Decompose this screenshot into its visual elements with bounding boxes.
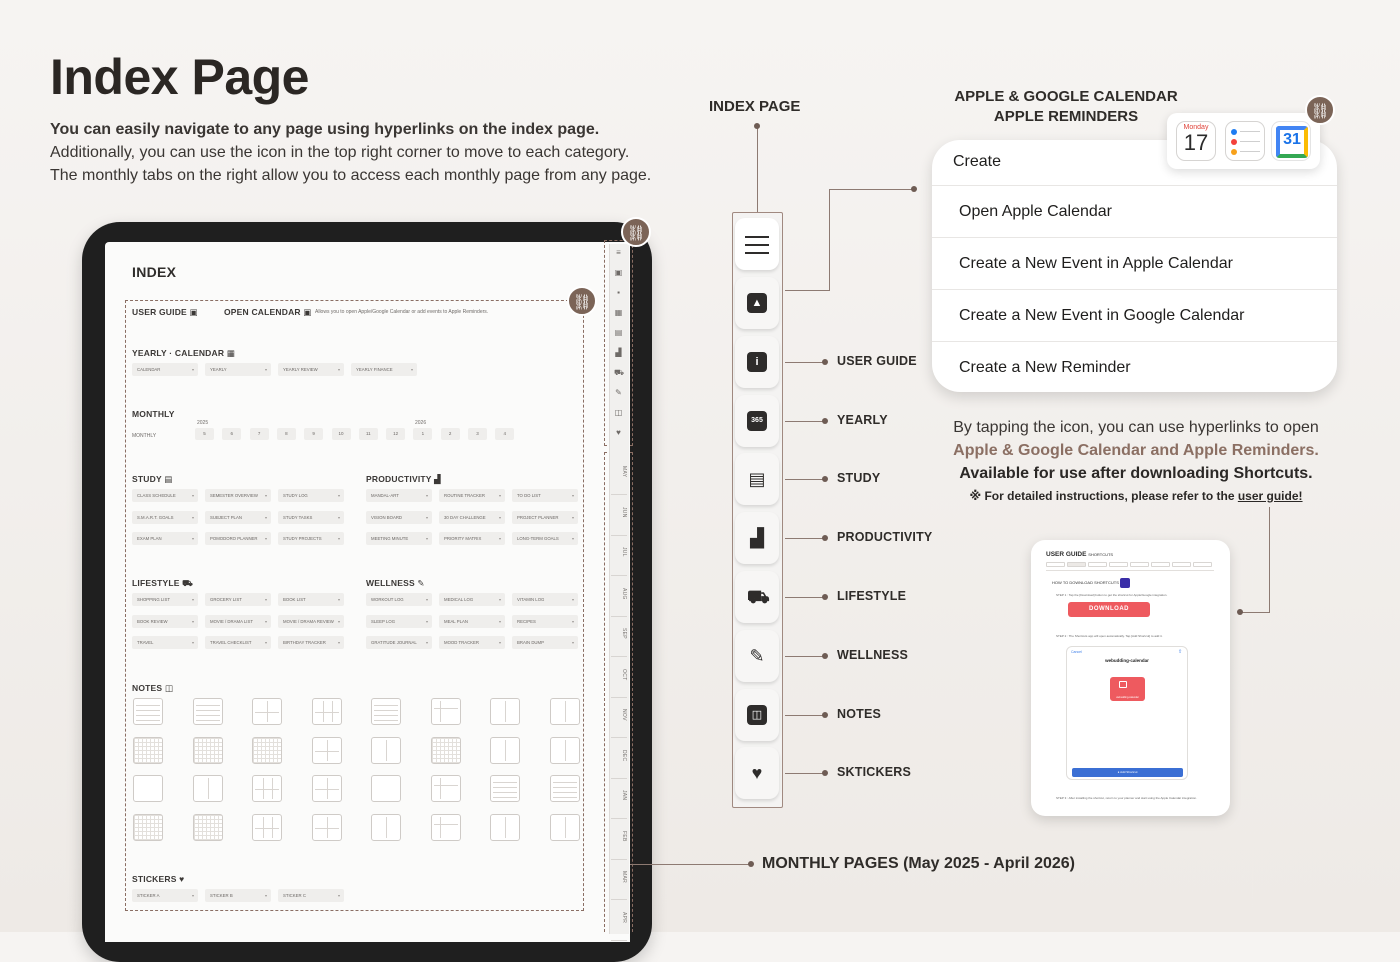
connector-dot — [748, 861, 754, 867]
note-template[interactable] — [371, 737, 401, 764]
category-label: PRODUCTIVITY — [837, 530, 933, 545]
month-chip[interactable]: 6 — [222, 428, 241, 440]
productivity-icon[interactable]: ▟ — [615, 348, 622, 357]
productivity-chip[interactable]: PROJECT PLANNER ▾ — [512, 511, 578, 524]
connector-line — [785, 715, 825, 716]
guide-how-to: HOW TO DOWNLOAD SHORTCUTS — [1052, 578, 1130, 588]
note-template[interactable] — [490, 775, 520, 802]
connector-line — [1269, 507, 1270, 613]
note-template[interactable] — [371, 814, 401, 841]
connector-line — [785, 656, 825, 657]
note-template[interactable] — [133, 775, 163, 802]
lifestyle-chip[interactable]: BOOK LIST ▾ — [278, 593, 344, 606]
month-chip[interactable]: 7 — [250, 428, 269, 440]
connector-dot — [822, 418, 828, 424]
intro-line-2: Additionally, you can use the icon in the top right corner to move to each category. — [50, 144, 630, 161]
guide-step2: STEP 2 : The Shortcuts app will open automatically. Tap [Add Shortcut] to add it. — [1056, 634, 1163, 638]
note-template[interactable] — [133, 737, 163, 764]
month-tab[interactable]: SEP — [621, 628, 627, 639]
note-template[interactable] — [252, 698, 282, 725]
note-template[interactable] — [431, 737, 461, 764]
guide-step1: STEP 1 : Tap the [Download] button to get the shortcut for Apple/Google integration. — [1056, 593, 1168, 597]
month-tab[interactable]: NOV — [621, 709, 627, 721]
user-guide-link[interactable]: USER GUIDE ▣ — [132, 307, 198, 317]
month-tab[interactable]: MAY — [621, 466, 627, 478]
category-label: WELLNESS — [837, 647, 909, 662]
connector-dot — [822, 653, 828, 659]
note-template[interactable] — [312, 737, 342, 764]
productivity-chip[interactable]: MANDAL-ART ▾ — [366, 489, 432, 502]
connector-line — [1240, 612, 1270, 613]
connector-line — [829, 189, 830, 291]
connector-line — [785, 479, 825, 480]
productivity-chip[interactable]: LONG-TERM GOALS ▾ — [512, 532, 578, 545]
year-2026-label: 2026 — [415, 420, 427, 426]
month-chip[interactable]: 10 — [332, 428, 351, 440]
guide-cancel[interactable]: Cancel — [1071, 650, 1082, 654]
month-tab[interactable]: OCT — [621, 668, 627, 680]
user-guide-inline-link[interactable]: user guide! — [1237, 489, 1303, 503]
connector-dot — [822, 770, 828, 776]
productivity-chip[interactable]: ROUTINE TRACKER ▾ — [439, 489, 505, 502]
connector-line — [630, 864, 752, 865]
new-apple-event-item[interactable]: Create a New Event in Apple Calendar — [959, 255, 1233, 272]
productivity-chip[interactable]: MEETING MINUTE ▾ — [366, 532, 432, 545]
new-google-event-item[interactable]: Create a New Event in Google Calendar — [959, 307, 1245, 324]
category-label: SKTICKERS — [837, 765, 912, 780]
note-template[interactable] — [312, 698, 342, 725]
connector-line — [785, 290, 830, 291]
heart-icon: ♥ — [751, 763, 763, 784]
month-tab-divider — [611, 616, 627, 617]
connector-line — [757, 125, 758, 213]
note-template[interactable] — [193, 814, 223, 841]
detailed-instructions-note: ※ For detailed instructions, please refer to the user guide! — [969, 489, 1303, 503]
guide-phone-mock — [1066, 646, 1188, 780]
study-icon[interactable]: ▤ — [614, 328, 623, 337]
guide-share-icon[interactable]: ⇧ — [1178, 649, 1183, 655]
note-template[interactable] — [252, 814, 282, 841]
yearly-icon[interactable]: ▦ — [614, 308, 623, 317]
note-template[interactable] — [490, 698, 520, 725]
apple-calendar-day: Monday — [1183, 124, 1209, 131]
productivity-chip[interactable]: VISION BOARD ▾ — [366, 511, 432, 524]
info-icon: i — [747, 352, 767, 372]
category-label: YEARLY — [837, 412, 888, 427]
wellness-chip[interactable]: BRAIN DUMP ▾ — [512, 636, 578, 649]
note-template[interactable] — [550, 814, 580, 841]
productivity-chip[interactable]: 30 DAY CHALLENGE ▾ — [439, 511, 505, 524]
connector-dot — [911, 186, 917, 192]
index-screen-title: INDEX — [132, 264, 177, 280]
note-template[interactable] — [312, 814, 342, 841]
monthly-row-label: MONTHLY — [132, 433, 157, 439]
month-chip[interactable]: 4 — [495, 428, 514, 440]
month-tab-divider — [611, 494, 627, 495]
category-label: NOTES — [837, 706, 882, 721]
notes-section-label: NOTES ◫ — [132, 683, 174, 693]
wellness-chip[interactable]: SLEEP LOG ▾ — [366, 615, 432, 628]
study-icon: ▤ — [748, 469, 766, 490]
sticker-chip[interactable]: STICKER B ▾ — [205, 889, 271, 902]
pill-icon: ✎ — [749, 645, 765, 666]
hamburger-icon — [745, 236, 769, 238]
productivity-section-label: PRODUCTIVITY ▟ — [366, 474, 441, 484]
lifestyle-section-label: LIFESTYLE ⛟ — [132, 578, 194, 588]
menu-create-label: Create — [953, 153, 1002, 170]
connector-dot — [822, 476, 828, 482]
menu-divider — [932, 341, 1337, 342]
guide-tab[interactable] — [1193, 562, 1212, 567]
calendar-heading-line1: APPLE & GOOGLE CALENDAR — [954, 88, 1178, 105]
lifestyle-chip[interactable]: BIRTHDAY TRACKER ▾ — [278, 636, 344, 649]
month-tab-divider — [611, 778, 627, 779]
description-line3: Available for use after downloading Shortcuts. — [959, 465, 1313, 482]
note-template[interactable] — [490, 737, 520, 764]
calendar-icon[interactable]: ▣ — [614, 268, 623, 277]
wellness-chip[interactable]: MEDICAL LOG ▾ — [439, 593, 505, 606]
lifestyle-chip[interactable]: MOVIE / DRAMA LIST ▾ — [205, 615, 271, 628]
month-tab-divider — [611, 818, 627, 819]
lifestyle-chip[interactable]: SHOPPING LIST ▾ — [132, 593, 198, 606]
study-chip[interactable]: SUBJECT PLAN ▾ — [205, 511, 271, 524]
note-icon: ◫ — [747, 705, 767, 725]
yearly-chip[interactable]: YEARLY FINANCE ▾ — [351, 363, 417, 376]
note-template[interactable] — [431, 814, 461, 841]
apple-calendar-icon[interactable] — [1176, 121, 1216, 161]
open-calendar-link[interactable]: OPEN CALENDAR ▣ — [224, 307, 312, 317]
apple-reminders-icon[interactable] — [1225, 121, 1265, 161]
guide-add-shortcut-button[interactable]: ● Add Shortcut — [1072, 768, 1183, 777]
lifestyle-chip[interactable]: BOOK REVIEW ▾ — [132, 615, 198, 628]
guide-title: USER GUIDE SHORTCUTS — [1046, 551, 1114, 558]
month-chip[interactable]: 2 — [441, 428, 460, 440]
connector-line — [785, 773, 825, 774]
note-template[interactable] — [431, 698, 461, 725]
wellness-chip[interactable]: RECIPES ▾ — [512, 615, 578, 628]
apple-calendar-date: 17 — [1183, 130, 1209, 155]
note-template[interactable] — [133, 698, 163, 725]
note-template[interactable] — [371, 698, 401, 725]
productivity-chip[interactable]: TO DO LIST ▾ — [512, 489, 578, 502]
month-chip[interactable]: 3 — [468, 428, 487, 440]
connector-dot — [822, 359, 828, 365]
stickers-section-label: STICKERS ♥ — [132, 874, 185, 884]
yearly-chip[interactable]: YEARLY REVIEW ▾ — [278, 363, 344, 376]
intro-line-3: The monthly tabs on the right allow you to access each monthly page from any page. — [50, 167, 652, 184]
yearly-section-label: YEARLY · CALENDAR ▦ — [132, 348, 235, 358]
study-section-label: STUDY ▤ — [132, 474, 173, 484]
category-label: LIFESTYLE — [837, 589, 907, 603]
month-tab-divider — [611, 697, 627, 698]
lifestyle-chip[interactable]: MOVIE / DRAMA REVIEW ▾ — [278, 615, 344, 628]
lifestyle-chip[interactable]: GROCERY LIST ▾ — [205, 593, 271, 606]
month-tab[interactable]: DEC — [621, 749, 627, 761]
lifestyle-chip[interactable]: TRAVEL ▾ — [132, 636, 198, 649]
productivity-icon: ▟ — [750, 528, 764, 549]
hamburger-line — [745, 244, 769, 246]
open-apple-calendar-item[interactable]: Open Apple Calendar — [959, 203, 1112, 220]
note-template[interactable] — [550, 737, 580, 764]
month-tab-divider — [611, 940, 627, 941]
month-tab-divider — [611, 737, 627, 738]
note-template[interactable] — [312, 775, 342, 802]
connector-line — [785, 362, 825, 363]
menu-icon[interactable]: ≡ — [616, 248, 621, 257]
index-page-label: INDEX PAGE — [709, 98, 801, 115]
month-chip[interactable]: 8 — [277, 428, 296, 440]
note-template[interactable] — [193, 698, 223, 725]
wellness-chip[interactable]: VITAMIN LOG ▾ — [512, 593, 578, 606]
link-icon[interactable]: ⛓ — [1305, 95, 1335, 125]
study-chip[interactable]: CLASS SCHEDULE ▾ — [132, 489, 198, 502]
calendar-heading — [948, 87, 1184, 127]
cart-icon: ⛟ — [747, 587, 770, 607]
note-template[interactable] — [133, 814, 163, 841]
note-template[interactable] — [490, 814, 520, 841]
guide-tab[interactable] — [1172, 562, 1191, 567]
monthly-pages-label: MONTHLY PAGES (May 2025 - April 2026) — [762, 855, 1075, 872]
study-chip[interactable]: STUDY TASKS ▾ — [278, 511, 344, 524]
guide-tab[interactable] — [1088, 562, 1107, 567]
connector-dot — [822, 594, 828, 600]
page-title: Index Page — [50, 49, 309, 105]
note-template[interactable] — [431, 775, 461, 802]
info-icon[interactable]: ▪ — [617, 288, 620, 297]
connector-dot — [1237, 609, 1243, 615]
month-chip[interactable]: 5 — [195, 428, 214, 440]
note-template[interactable] — [193, 737, 223, 764]
guide-card-label: webudding-calendar — [1116, 696, 1139, 699]
year-2025-label: 2025 — [197, 420, 209, 426]
month-tab[interactable]: MAR — [621, 871, 627, 884]
link-icon[interactable]: ⛓ — [567, 286, 597, 316]
note-template[interactable] — [252, 775, 282, 802]
note-template[interactable] — [550, 775, 580, 802]
category-label: USER GUIDE — [837, 353, 917, 368]
month-tab[interactable]: AUG — [621, 587, 627, 600]
guide-tab[interactable] — [1109, 562, 1128, 567]
hamburger-line — [745, 252, 769, 254]
note-template[interactable] — [193, 775, 223, 802]
month-tab-divider — [611, 859, 627, 860]
google-calendar-date: 31 — [1283, 131, 1301, 148]
study-chip[interactable]: S.M.A.R.T. GOALS ▾ — [132, 511, 198, 524]
study-chip[interactable]: SEMESTER OVERVIEW ▾ — [205, 489, 271, 502]
guide-divider — [1046, 570, 1214, 571]
connector-line — [785, 421, 825, 422]
study-chip[interactable]: STUDY PROJECTS ▾ — [278, 532, 344, 545]
connector-line — [829, 189, 914, 190]
intro-bold-line: You can easily navigate to any page using hyperlinks on the index page. — [50, 121, 600, 138]
guide-shortcut-card — [1110, 677, 1145, 701]
month-tab[interactable]: APR — [621, 911, 627, 923]
connector-dot — [822, 712, 828, 718]
wellness-chip[interactable]: GRATITUDE JOURNAL ▾ — [366, 636, 432, 649]
month-tab[interactable]: FEB — [621, 830, 627, 842]
wellness-chip[interactable]: MEAL PLAN ▾ — [439, 615, 505, 628]
description-line1: By tapping the icon, you can use hyperlinks to open — [953, 419, 1319, 436]
category-label: STUDY — [837, 471, 881, 486]
sticker-chip[interactable]: STICKER A ▾ — [132, 889, 198, 902]
guide-tab[interactable] — [1151, 562, 1170, 567]
link-icon[interactable]: ⛓ — [621, 217, 651, 247]
month-tab-divider — [611, 575, 627, 576]
month-chip[interactable]: 11 — [359, 428, 378, 440]
month-chip[interactable]: 9 — [304, 428, 323, 440]
shortcut-layers-icon — [1119, 681, 1127, 688]
guide-tab[interactable] — [1130, 562, 1149, 567]
month-tab-divider — [611, 656, 627, 657]
google-calendar-icon[interactable] — [1271, 121, 1311, 161]
calendar-heading-line2: APPLE REMINDERS — [993, 108, 1139, 125]
menu-divider — [932, 237, 1337, 238]
guide-shortcut-name: webudding-calendar — [1105, 658, 1149, 663]
month-tab[interactable]: JUL — [621, 547, 627, 557]
guide-tab[interactable] — [1067, 562, 1086, 567]
month-tab[interactable]: JAN — [621, 790, 627, 801]
month-tab-divider — [611, 899, 627, 900]
connector-line — [785, 538, 825, 539]
note-icon[interactable]: ◫ — [614, 408, 623, 417]
heart-icon[interactable]: ♥ — [616, 428, 621, 437]
wellness-chip[interactable]: WORKOUT LOG ▾ — [366, 593, 432, 606]
yearly-365-icon: 365 — [747, 411, 767, 431]
menu-divider — [932, 289, 1337, 290]
guide-step3: STEP 3 : After installing the shortcut, return to your planner and start using the Apple Calendar integration. — [1056, 796, 1197, 800]
description-accent-line: Apple & Google Calendar and Apple Reminders. — [953, 442, 1319, 459]
connector-dot — [754, 123, 760, 129]
wellness-section-label: WELLNESS ✎ — [366, 578, 425, 588]
month-chip[interactable]: 1 — [413, 428, 432, 440]
calendar-icon: ▲ — [747, 293, 767, 313]
yearly-chip[interactable]: YEARLY ▾ — [205, 363, 271, 376]
guide-download-button[interactable]: DOWNLOAD — [1068, 602, 1150, 617]
menu-divider — [932, 185, 1337, 186]
intro-text — [50, 118, 710, 187]
productivity-chip[interactable]: PRIORITY MATRIX ▾ — [439, 532, 505, 545]
shortcut-description — [930, 416, 1342, 485]
study-chip[interactable]: EXAM PLAN ▾ — [132, 532, 198, 545]
study-chip[interactable]: STUDY LOG ▾ — [278, 489, 344, 502]
note-template[interactable] — [371, 775, 401, 802]
guide-tab[interactable] — [1046, 562, 1065, 567]
lifestyle-chip[interactable]: TRAVEL CHECKLIST ▾ — [205, 636, 271, 649]
note-template[interactable] — [252, 737, 282, 764]
study-chip[interactable]: POMODORO PLANNER ▾ — [205, 532, 271, 545]
month-chip[interactable]: 12 — [386, 428, 405, 440]
connector-line — [785, 597, 825, 598]
month-tab-divider — [611, 535, 627, 536]
new-reminder-item[interactable]: Create a New Reminder — [959, 359, 1131, 376]
monthly-section-label: MONTHLY — [132, 409, 175, 419]
pill-icon[interactable]: ✎ — [615, 388, 622, 397]
wellness-chip[interactable]: MOOD TRACKER ▾ — [439, 636, 505, 649]
cart-icon[interactable]: ⛟ — [614, 368, 625, 377]
calendar-note: Allows you to open Apple/Google Calendar or add events to Apple Reminders. — [315, 309, 489, 315]
connector-dot — [822, 535, 828, 541]
yearly-chip[interactable]: CALENDAR ▾ — [132, 363, 198, 376]
sticker-chip[interactable]: STICKER C ▾ — [278, 889, 344, 902]
month-tab[interactable]: JUN — [621, 506, 627, 518]
note-template[interactable] — [550, 698, 580, 725]
